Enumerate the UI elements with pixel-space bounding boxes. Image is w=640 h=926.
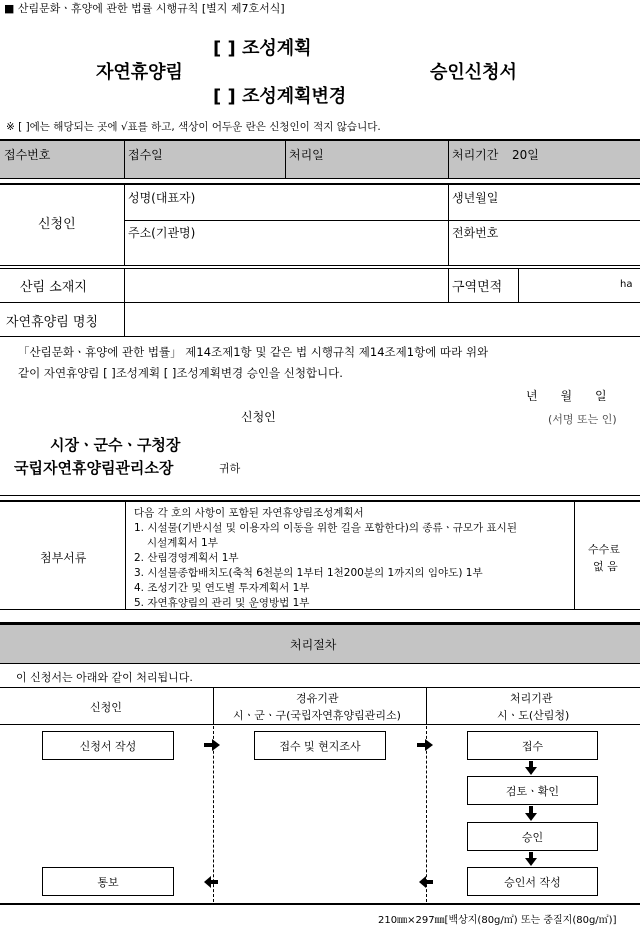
attachment-item: 1. 시설물(기반시설 및 이용자의 이동을 위한 길을 포함한다)의 종류ㆍ규모가 표시된 xyxy=(134,522,517,534)
area-field[interactable] xyxy=(520,270,620,300)
arrow-left-icon xyxy=(419,876,433,888)
attachment-item: 5. 자연휴양림의 관리 및 운영방법 1부 xyxy=(134,597,310,609)
title-left: 자연휴양림 xyxy=(96,62,183,83)
procedure-col-applicant: 신청인 xyxy=(90,701,122,714)
title-right: 승인신청서 xyxy=(430,62,517,83)
attachment-item: 2. 산림경영계획서 1부 xyxy=(134,552,239,564)
arrow-left-icon xyxy=(204,876,218,888)
forest-location-label: 산림 소재지 xyxy=(20,280,87,295)
step-notify: 통보 xyxy=(42,867,174,896)
recipient-1: 시장ㆍ군수ㆍ구청장 xyxy=(50,436,181,454)
forest-location-field[interactable] xyxy=(126,270,446,300)
step-receive: 접수 xyxy=(467,731,598,760)
receipt-number-label: 접수번호 xyxy=(4,148,51,162)
sign-note: (서명 또는 인) xyxy=(548,413,617,426)
attachment-item: 다음 각 호의 사항이 포함된 자연휴양림조성계획서 xyxy=(134,507,364,519)
paper-spec: 210㎜×297㎜[백상지(80g/㎡) 또는 중질지(80g/㎡)] xyxy=(378,915,617,926)
statement-line-1: 「산림문화ㆍ휴양에 관한 법률」 제14조제1항 및 같은 법 시행규칙 제14조제1항에 따라 위와 xyxy=(18,345,489,359)
applicant-address-field[interactable]: 주소(기관명) xyxy=(128,226,196,240)
forest-name-field[interactable] xyxy=(126,304,636,334)
honorific: 귀하 xyxy=(219,462,241,475)
procedure-title: 처리절차 xyxy=(290,638,337,652)
receipt-date-label: 접수일 xyxy=(128,148,163,162)
procedure-col-via-2: 시ㆍ군ㆍ구(국립자연휴양림관리소) xyxy=(233,709,401,722)
process-date-label: 처리일 xyxy=(289,148,324,162)
step-issue: 승인서 작성 xyxy=(467,867,598,896)
step-approve: 승인 xyxy=(467,822,598,851)
step-receive-inspect: 접수 및 현지조사 xyxy=(254,731,386,760)
procedure-col-processor-2: 시ㆍ도(산림청) xyxy=(497,709,570,722)
attachment-item: 4. 조성기간 및 연도별 투자계획서 1부 xyxy=(134,582,310,594)
arrow-right-icon xyxy=(204,739,220,751)
process-period-label: 처리기간 xyxy=(452,148,499,162)
instruction-note: ※ [ ]에는 해당되는 곳에 √표를 하고, 색상이 어두운 란은 신청인이 적지 않습니다. xyxy=(6,121,381,133)
applicant-name-field[interactable]: 성명(대표자) xyxy=(128,191,196,205)
statement-applicant: 신청인 xyxy=(241,410,276,424)
applicant-label: 신청인 xyxy=(38,217,76,232)
applicant-birth-field[interactable]: 생년월일 xyxy=(452,191,499,205)
attachment-item: 시설계획서 1부 xyxy=(147,537,218,549)
attachment-item: 3. 시설물종합배치도(축척 6천분의 1부터 1천200분의 1까지의 임야도) 1부 xyxy=(134,567,483,579)
date-line: 년 월 일 xyxy=(526,389,607,403)
title-option-plan: [ ] 조성계획 xyxy=(213,38,312,59)
fee-label: 수수료 xyxy=(588,543,620,556)
form-reference: ■ 산림문화ㆍ휴양에 관한 법률 시행규칙 [별지 제7호서식] xyxy=(4,2,285,15)
title-option-change: [ ] 조성계획변경 xyxy=(213,86,347,107)
area-label: 구역면적 xyxy=(452,280,503,295)
applicant-phone-field[interactable]: 전화번호 xyxy=(452,226,499,240)
arrow-down-icon xyxy=(525,806,537,821)
arrow-right-icon xyxy=(417,739,433,751)
area-unit: ha xyxy=(620,279,633,290)
procedure-col-processor-1: 처리기관 xyxy=(510,692,553,705)
forest-name-label: 자연휴양림 명칭 xyxy=(6,315,99,330)
step-review: 검토ㆍ확인 xyxy=(467,776,598,805)
arrow-down-icon xyxy=(525,761,537,775)
arrow-down-icon xyxy=(525,852,537,866)
attachments-label: 첨부서류 xyxy=(40,551,87,565)
step-apply: 신청서 작성 xyxy=(42,731,174,760)
procedure-col-via-1: 경유기관 xyxy=(296,692,339,705)
recipient-2: 국립자연휴양림관리소장 xyxy=(14,459,174,477)
procedure-intro: 이 신청서는 아래와 같이 처리됩니다. xyxy=(16,671,193,684)
fee-value: 없 음 xyxy=(593,560,618,573)
statement-line-2: 같이 자연휴양림 [ ]조성계획 [ ]조성계획변경 승인을 신청합니다. xyxy=(18,366,343,380)
process-period-value: 20일 xyxy=(512,148,539,162)
